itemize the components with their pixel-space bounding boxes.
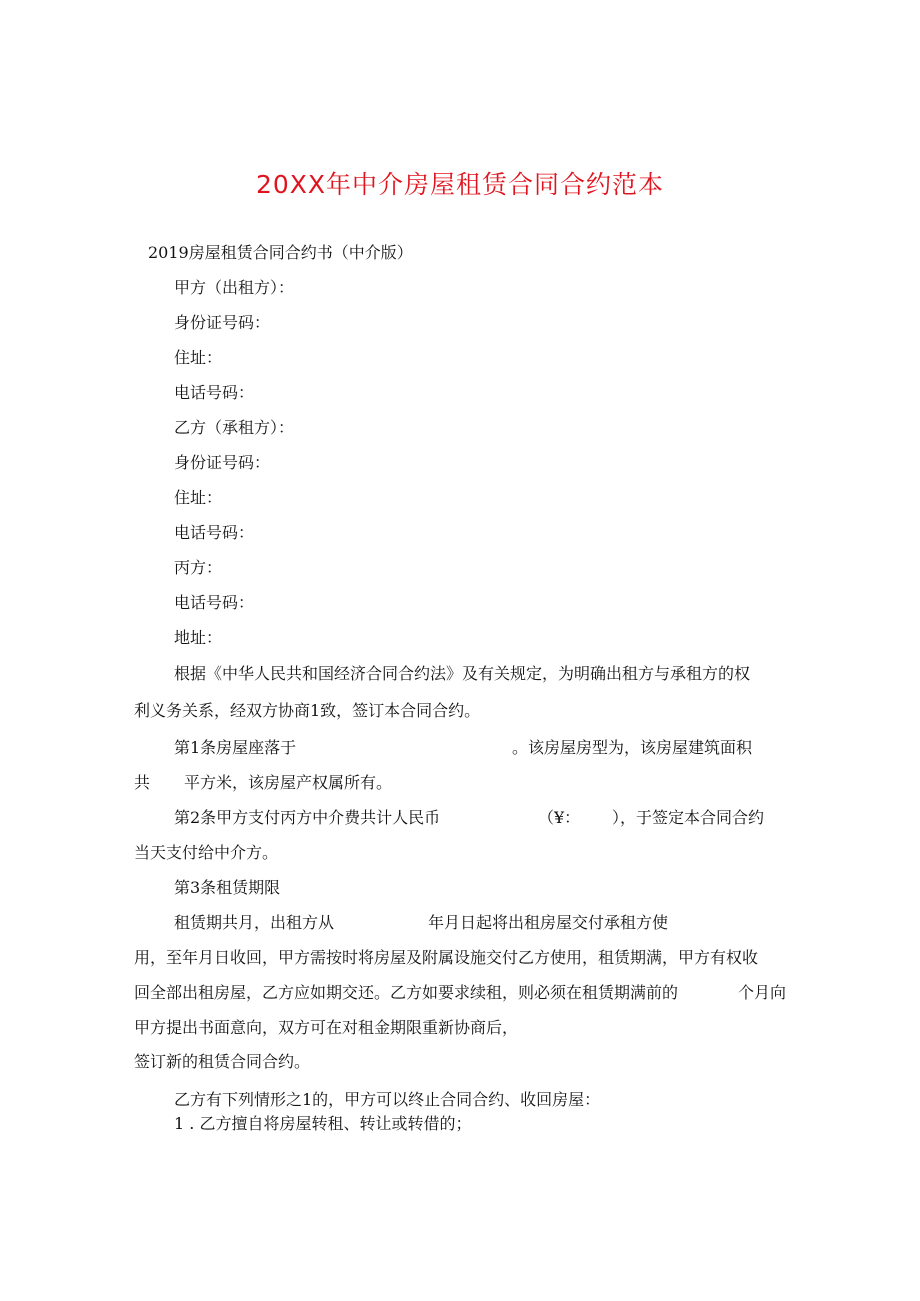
preamble-line-2: 利义务关系，经双方协商1致，签订本合同合约。 (134, 701, 481, 720)
article-3-line-1b: 年月日起将出租房屋交付承租方使 (428, 913, 669, 932)
article-2-text-a: 第2条甲方支付丙方中介费共计人民币 (174, 808, 441, 827)
party-a-id-label: 身份证号码： (174, 313, 271, 332)
article-2-text-c: ），于签定本合同合约 (612, 808, 765, 827)
article-3-line-4: 甲方提出书面意向，双方可在对租金期限重新协商后， (134, 1018, 519, 1037)
article-3-line-1a: 租赁期共月，出租方从 (174, 913, 335, 932)
party-b-label: 乙方（承租方）： (174, 418, 295, 437)
document-title: 20XX年中介房屋租赁合同合约范本 (255, 170, 665, 199)
article-3-title: 第3条租赁期限 (174, 878, 281, 897)
contract-subtitle: 2019房屋租赁合同合约书（中介版） (148, 243, 413, 262)
article-1-text-d: 平方米，该房屋产权属所有。 (184, 773, 393, 792)
party-b-id-label: 身份证号码： (174, 453, 271, 472)
article-2-text-b: （¥： (538, 808, 581, 827)
party-a-address-label: 住址： (174, 348, 223, 367)
party-c-phone-label: 电话号码： (174, 593, 255, 612)
party-c-address-label: 地址： (174, 628, 223, 647)
party-a-label: 甲方（出租方）： (174, 278, 295, 297)
article-3-line-3b: 个月向 (738, 983, 787, 1002)
article-3-line-5: 签订新的租赁合同合约。 (134, 1052, 311, 1071)
article-3-line-3a: 回全部出租房屋，乙方应如期交还。乙方如要求续租，则必须在租赁期满前的 (134, 983, 679, 1002)
party-a-phone-label: 电话号码： (174, 383, 255, 402)
article-2-text-d: 当天支付给中介方。 (134, 843, 279, 862)
termination-intro: 乙方有下列情形之1的，甲方可以终止合同合约、收回房屋： (174, 1090, 601, 1109)
termination-item-1: 1 . 乙方擅自将房屋转租、转让或转借的； (174, 1114, 472, 1133)
preamble-line-1: 根据《中华人民共和国经济合同合约法》及有关规定，为明确出租方与承租方的权 (174, 664, 751, 683)
party-b-phone-label: 电话号码： (174, 523, 255, 542)
party-c-label: 丙方： (174, 558, 223, 577)
article-3-line-2: 用，至年月日收回，甲方需按时将房屋及附属设施交付乙方使用，租赁期满，甲方有权收 (134, 948, 759, 967)
article-1-text-b: 。该房屋房型为，该房屋建筑面积 (512, 738, 753, 757)
party-b-address-label: 住址： (174, 488, 223, 507)
article-1-text-a: 第1条房屋座落于 (174, 738, 297, 757)
article-1-text-c: 共 (134, 773, 151, 792)
